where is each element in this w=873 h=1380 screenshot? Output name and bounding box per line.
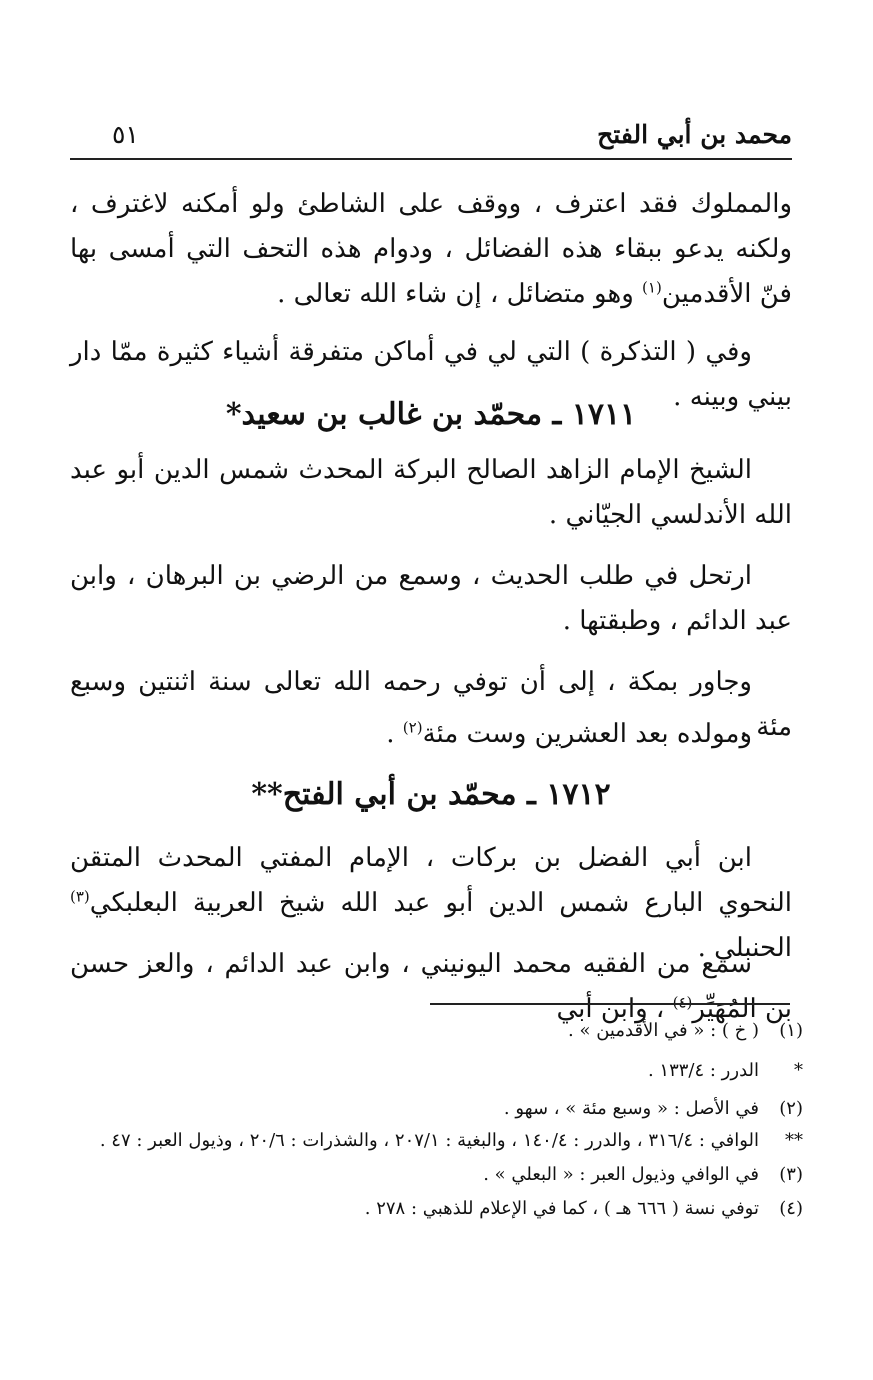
paragraph-bio-1711: الشيخ الإمام الزاهد الصالح البركة المحدث شمس الدين أبو عبد الله الأندلسي الجيّاني . xyxy=(70,455,792,530)
entry-heading-1711: ١٧١١ ـ محمّد بن غالب بن سعيد* xyxy=(225,397,637,432)
footnote-text: الدرر : ١٣٣/٤ . xyxy=(647,1060,759,1081)
footnote-4 xyxy=(83,1196,803,1222)
footnote-ref-3: (٣) xyxy=(70,887,90,906)
paragraph-text: ابن أبي الفضل بن بركات ، الإمام المفتي المحدث المتقن النحوي البارع شمس الدين أبو عبد الله شيخ العربية البعلبكي xyxy=(70,843,792,918)
paragraph-travel-1711: ارتحل في طلب الحديث ، وسمع من الرضي بن البرهان ، وابن عبد الدائم ، وطبقتها . xyxy=(70,561,792,636)
footnote-text: الوافي : ٣١٦/٤ ، والدرر : ١٤٠/٤ ، والبغية : ٢٠٧/١ ، والشذرات : ٢٠/٦ ، وذيول العبر : ٤٧ . xyxy=(99,1130,759,1151)
footnote-marker: (٤) xyxy=(779,1198,803,1219)
paragraph-text-end: الحنبلي . xyxy=(697,933,792,963)
footnote-ref-2: (٢) xyxy=(402,718,423,737)
paragraph-death-1711: وجاور بمكة ، إلى أن توفي رحمه الله تعالى سنة اثنتين وسبع مئة . xyxy=(70,667,792,742)
paragraph-text: ومولده بعد العشرين وست مئة xyxy=(422,719,752,749)
footnote-marker: (١) xyxy=(779,1020,803,1041)
paragraph-text: والمملوك فقد اعترف ، ووقف على الشاطئ ولو أمكنه لاغترف ، ولكنه يدعو ببقاء هذه الفضائل ، ودوام هذه التحف التي أمسى بها فنّ الأقدمين xyxy=(70,189,792,309)
paragraph-text-end: وهو متضائل ، إن شاء الله تعالى . xyxy=(277,279,643,309)
footnote-marker: ** xyxy=(785,1130,803,1151)
footnote-text: في الوافي وذيول العبر : « البعلي » . xyxy=(483,1164,759,1185)
paragraph-text: سمع من الفقيه محمد اليونيني ، وابن عبد الدائم ، والعز حسن بن المُهَيِّر xyxy=(70,949,792,1024)
paragraph-text-end: . xyxy=(386,719,403,749)
footnote-ref-1: (١) xyxy=(642,278,662,297)
paragraph-continuation xyxy=(70,182,792,317)
footnote-marker: * xyxy=(794,1060,803,1081)
footnote-2 xyxy=(83,1096,803,1122)
paragraph-tadhkira: وفي ( التذكرة ) التي لي في أماكن متفرقة أشياء كثيرة ممّا دار بيني وبينه . xyxy=(70,337,792,412)
entry-heading-1712: ١٧١٢ ـ محمّد بن أبي الفتح** xyxy=(251,777,611,812)
footnote-3 xyxy=(83,1162,803,1188)
footnote-star xyxy=(83,1058,803,1084)
page-header xyxy=(70,118,792,160)
footnote-double-star xyxy=(83,1128,803,1154)
footnote-text: توفي نسة ( ٦٦٦ هـ ) ، كما في الإعلام للذهبي : ٢٧٨ . xyxy=(364,1198,759,1219)
paragraph-birth-1711 xyxy=(70,712,792,757)
page-number: ٥١ xyxy=(112,120,139,149)
footnote-marker: (٢) xyxy=(779,1098,803,1119)
footnote-1 xyxy=(83,1018,803,1044)
footnote-divider xyxy=(430,1003,790,1005)
running-title: محمد بن أبي الفتح xyxy=(597,120,792,149)
footnote-text: في الأصل : « وسبع مئة » ، سهو . xyxy=(503,1098,759,1119)
paragraph-text-end: ، وابن أبي xyxy=(556,994,673,1024)
footnote-ref-4: (٤) xyxy=(672,993,693,1012)
footnote-text: ( خ ) : « في الأقدمين » . xyxy=(568,1020,759,1041)
footnote-marker: (٣) xyxy=(779,1164,803,1185)
